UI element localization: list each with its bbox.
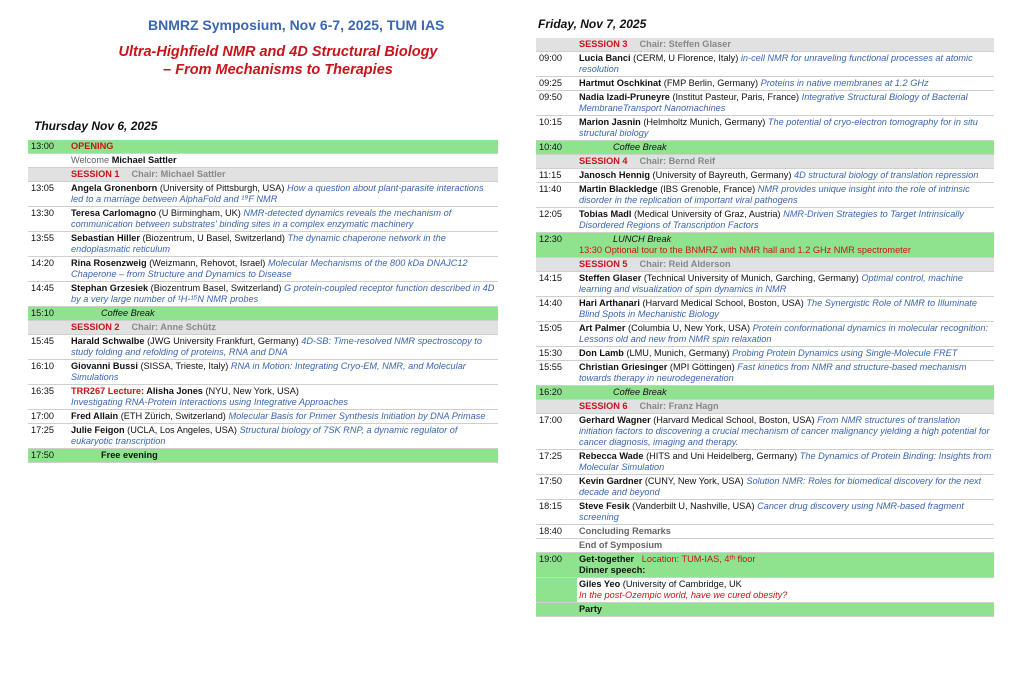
talk-title: in-cell NMR for unraveling functional processes at atomic resolution	[579, 53, 973, 74]
speaker-name: Rina Rosenzweig	[71, 258, 147, 268]
free-evening-row: 17:50 Free evening	[28, 449, 498, 463]
speaker-affiliation: (Biozentrum, U Basel, Switzerland)	[139, 233, 285, 243]
talk-title: NMR-detected dynamics reveals the mechanism of communication between substrates' binding sites in a complex enzymatic machinery	[71, 208, 452, 229]
opening-row: 13:00 OPENING	[28, 140, 498, 154]
talk-row	[28, 335, 498, 360]
speaker-affiliation: (University of Pittsburgh, USA)	[157, 183, 285, 193]
talk-row	[536, 116, 994, 141]
talk-time: 14:45	[28, 282, 69, 307]
speaker-name: Don Lamb	[579, 348, 624, 358]
speaker-name: Kevin Gardner	[579, 476, 643, 486]
symposium-subtitle: Ultra-Highfield NMR and 4D Structural Biology – From Mechanisms to Therapies	[118, 44, 438, 78]
talk-row	[28, 257, 498, 282]
talk-cell	[577, 297, 994, 322]
speaker-affiliation: (Harvard Medical School, Boston, USA)	[639, 298, 804, 308]
speaker-name: Teresa Carlomagno	[71, 208, 157, 218]
talk-cell	[577, 450, 994, 475]
talk-cell	[577, 183, 994, 208]
talk-cell	[577, 475, 994, 500]
speaker-name: Steve Fesik	[579, 501, 630, 511]
speaker-name: Janosch Hennig	[579, 170, 650, 180]
coffee-break-afternoon-row: 16:20 Coffee Break	[536, 386, 994, 400]
talk-title: Cancer drug discovery using NMR-based fragment screening	[579, 501, 964, 522]
talk-title: Protein conformational dynamics in molecular recognition: Lessons old and new from NMR spin relaxation	[579, 323, 989, 344]
talk-title: The Synergistic Role of NMR to Illuminate Blind Spots in Mechanistic Biology	[579, 298, 977, 319]
dinner-speech-row: Giles Yeo (University of Cambridge, UK In the post-Ozempic world, have we cured obesity?	[536, 578, 994, 603]
talk-row	[536, 500, 994, 525]
speaker-name: Harald Schwalbe	[71, 336, 145, 346]
trr-lecture-row: 16:35 TRR267 Lecture: Alisha Jones (NYU, New York, USA) Investigating RNA-Protein Interactions using Integrative Approaches	[28, 385, 498, 410]
talk-cell	[69, 424, 498, 449]
thursday-schedule	[28, 140, 498, 463]
speaker-name: Hari Arthanari	[579, 298, 640, 308]
talk-row	[536, 450, 994, 475]
talk-time: 17:00	[28, 410, 69, 424]
talk-cell	[69, 207, 498, 232]
session-1-row: SESSION 1 Chair: Michael Sattler	[28, 168, 498, 182]
speaker-affiliation: (Vanderbilt U, Nashville, USA)	[629, 501, 755, 511]
talk-title: 4D-SB: Time-resolved NMR spectroscopy to study folding and refolding of proteins, RNA and DNA	[71, 336, 482, 357]
talk-cell	[577, 272, 994, 297]
talk-cell	[577, 116, 994, 141]
speaker-affiliation: (MPI Göttingen)	[667, 362, 735, 372]
talk-title: NMR provides unique insight into the role of intrinsic disorder in the replication of important viral pathogens	[579, 184, 970, 205]
speaker-affiliation: (ETH Zürich, Switzerland)	[118, 411, 226, 421]
speaker-affiliation: (University of Bayreuth, Germany)	[649, 170, 792, 180]
speaker-affiliation: (Columbia U, New York, USA)	[625, 323, 751, 333]
talk-row	[28, 182, 498, 207]
session-1-talks	[28, 182, 498, 307]
speaker-name: Rebecca Wade	[579, 451, 644, 461]
friday-heading: Friday, Nov 7, 2025	[538, 17, 647, 31]
talk-title: How a question about plant-parasite interactions led to a marriage between AlphaFold and ¹⁹F NMR	[71, 183, 484, 204]
end-row: End of Symposium	[536, 539, 994, 553]
speaker-name: Tobias Madl	[579, 209, 632, 219]
get-together-row: 19:00 Get-together Location: TUM-IAS, 4ᵗʰ floor Dinner speech:	[536, 553, 994, 578]
session-6-row: SESSION 6 Chair: Franz Hagn	[536, 400, 994, 414]
talk-cell	[69, 410, 498, 424]
session-5-row: SESSION 5 Chair: Reid Alderson	[536, 258, 994, 272]
talk-title: Molecular Mechanisms of the 800 kDa DNAJC12 Chaperone – from Structure and Dynamics to Disease	[71, 258, 468, 279]
talk-row	[536, 297, 994, 322]
talk-title: Optimal control, machine learning and visualization of spin dynamics in NMR	[579, 273, 963, 294]
talk-cell	[69, 335, 498, 360]
talk-title: Proteins in native membranes at 1.2 GHz	[760, 78, 929, 88]
session-6-talks	[536, 414, 994, 525]
talk-row	[28, 232, 498, 257]
speaker-name: Marion Jasnin	[579, 117, 641, 127]
session-2-row: SESSION 2 Chair: Anne Schütz	[28, 321, 498, 335]
talk-time: 15:30	[536, 347, 577, 361]
speaker-affiliation: (LMU, Munich, Germany)	[623, 348, 730, 358]
talk-cell	[577, 414, 994, 450]
talk-cell	[577, 500, 994, 525]
speaker-affiliation: (Harvard Medical School, Boston, USA)	[650, 415, 815, 425]
talk-time: 09:25	[536, 77, 577, 91]
speaker-affiliation: (Institut Pasteur, Paris, France)	[669, 92, 800, 102]
talk-cell	[69, 232, 498, 257]
speaker-affiliation: (HITS and Uni Heidelberg, Germany)	[643, 451, 798, 461]
talk-time: 09:00	[536, 52, 577, 77]
talk-row	[536, 91, 994, 116]
lunch-row: 12:30 LUNCH Break 13:30 Optional tour to the BNMRZ with NMR hall and 1.2 GHz NMR spectrometer	[536, 233, 994, 258]
talk-time: 14:40	[536, 297, 577, 322]
talk-row	[28, 282, 498, 307]
talk-time: 14:20	[28, 257, 69, 282]
talk-cell	[577, 322, 994, 347]
talk-row	[536, 361, 994, 386]
speaker-affiliation: (U Birmingham, UK)	[156, 208, 241, 218]
speaker-name: Art Palmer	[579, 323, 626, 333]
talk-cell	[577, 91, 994, 116]
talk-cell	[69, 360, 498, 385]
talk-row	[536, 475, 994, 500]
talk-time: 16:10	[28, 360, 69, 385]
friday-schedule	[536, 38, 994, 617]
talk-title: Molecular Basis for Primer Synthesis Initiation by DNA Primase	[228, 411, 486, 421]
speaker-name: Giovanni Bussi	[71, 361, 138, 371]
session-2-talks	[28, 335, 498, 385]
speaker-affiliation: (Weizmann, Rehovot, Israel)	[146, 258, 266, 268]
speaker-affiliation: (CUNY, New York, USA)	[642, 476, 744, 486]
talk-title: 4D structural biology of translation repression	[793, 170, 979, 180]
talk-cell	[69, 282, 498, 307]
talk-cell	[577, 52, 994, 77]
welcome-row: Welcome Michael Sattler	[28, 154, 498, 168]
coffee-break-row: 15:10 Coffee Break	[28, 307, 498, 321]
session-4-talks	[536, 169, 994, 233]
talk-cell	[577, 347, 994, 361]
speaker-affiliation: (Technical University of Munich, Garching, Germany)	[641, 273, 859, 283]
speaker-affiliation: (CERM, U Florence, Italy)	[630, 53, 739, 63]
talk-time: 15:05	[536, 322, 577, 347]
talk-row	[536, 52, 994, 77]
talk-time: 13:30	[28, 207, 69, 232]
speaker-name: Christian Griesinger	[579, 362, 668, 372]
talk-cell	[577, 77, 994, 91]
talk-time: 11:40	[536, 183, 577, 208]
speaker-name: Fred Allain	[71, 411, 119, 421]
talk-time: 13:55	[28, 232, 69, 257]
speaker-name: Lucia Banci	[579, 53, 631, 63]
speaker-name: Angela Gronenborn	[71, 183, 158, 193]
talk-row	[536, 208, 994, 233]
talk-time: 17:00	[536, 414, 577, 450]
thursday-heading: Thursday Nov 6, 2025	[34, 119, 158, 133]
session-2b-talks	[28, 410, 498, 449]
speaker-name: Sebastian Hiller	[71, 233, 140, 243]
talk-row	[536, 183, 994, 208]
talk-time: 17:25	[28, 424, 69, 449]
talk-title: Solution NMR: Roles for biomedical discovery for the next decade and beyond	[579, 476, 982, 497]
speaker-name: Martin Blackledge	[579, 184, 658, 194]
speaker-name: Hartmut Oschkinat	[579, 78, 662, 88]
talk-row	[28, 207, 498, 232]
talk-row	[28, 410, 498, 424]
talk-cell	[69, 257, 498, 282]
speaker-affiliation: (UCLA, Los Angeles, USA)	[124, 425, 237, 435]
speaker-affiliation: (SISSA, Trieste, Italy)	[137, 361, 229, 371]
speaker-affiliation: (Medical University of Graz, Austria)	[631, 209, 781, 219]
talk-time: 12:05	[536, 208, 577, 233]
talk-title: The potential of cryo-electron tomography for in situ structural biology	[579, 117, 978, 138]
talk-time: 17:25	[536, 450, 577, 475]
talk-title: G protein-coupled receptor function described in 4D by a very large number of ¹H-¹⁵N NMR probes	[71, 283, 495, 304]
talk-row	[536, 77, 994, 91]
speaker-name: Nadia Izadi-Pruneyre	[579, 92, 670, 102]
talk-row	[536, 347, 994, 361]
talk-cell	[577, 361, 994, 386]
talk-time: 17:50	[536, 475, 577, 500]
talk-row	[28, 424, 498, 449]
talk-title: From NMR structures of translation initiation factors to discovering a crucial mechanism of cancer malignancy yielding a high potential for cancer diagnosis, imaging and therapy.	[579, 415, 990, 447]
party-row: Party	[536, 603, 994, 617]
talk-cell	[577, 208, 994, 233]
talk-time: 14:15	[536, 272, 577, 297]
talk-title: NMR-Driven Strategies to Target Intrinsically Disordered Regions of Transcription Factors	[579, 209, 964, 230]
talk-row	[536, 169, 994, 183]
talk-time: 15:55	[536, 361, 577, 386]
talk-time: 15:45	[28, 335, 69, 360]
talk-cell	[577, 169, 994, 183]
talk-time: 10:15	[536, 116, 577, 141]
talk-title: RNA in Motion: Integrating Cryo-EM, NMR, and Molecular Simulations	[71, 361, 466, 382]
talk-title: The dynamic chaperone network in the endoplasmatic reticulum	[71, 233, 446, 254]
talk-row	[536, 272, 994, 297]
talk-time: 13:05	[28, 182, 69, 207]
speaker-name: Stephan Grzesiek	[71, 283, 149, 293]
talk-row	[28, 360, 498, 385]
talk-time: 09:50	[536, 91, 577, 116]
session-5-talks	[536, 272, 994, 386]
speaker-affiliation: (Helmholtz Munich, Germany)	[640, 117, 766, 127]
session-3-talks	[536, 52, 994, 141]
talk-title: Integrative Structural Biology of Bacterial MembraneTransport Nanomachines	[579, 92, 968, 113]
talk-title: Fast kinetics from NMR and structure-based mechanism towards therapy in neurodegeneration	[579, 362, 967, 383]
speaker-affiliation: (FMP Berlin, Germany)	[661, 78, 759, 88]
speaker-name: Gerhard Wagner	[579, 415, 651, 425]
speaker-affiliation: (JWG University Frankfurt, Germany)	[144, 336, 299, 346]
speaker-name: Steffen Glaser	[579, 273, 642, 283]
talk-row	[536, 414, 994, 450]
talk-title: The Dynamics of Protein Binding: Insights from Molecular Simulation	[579, 451, 992, 472]
session-4-row: SESSION 4 Chair: Bernd Reif	[536, 155, 994, 169]
session-3-row: SESSION 3 Chair: Steffen Glaser	[536, 38, 994, 52]
talk-time: 18:15	[536, 500, 577, 525]
speaker-name: Julie Feigon	[71, 425, 125, 435]
coffee-break-morning-row: 10:40 Coffee Break	[536, 141, 994, 155]
talk-cell	[69, 182, 498, 207]
speaker-affiliation: (IBS Grenoble, France)	[657, 184, 756, 194]
talk-title: Probing Protein Dynamics using Single-Molecule FRET	[732, 348, 958, 358]
symposium-title: BNMRZ Symposium, Nov 6-7, 2025, TUM IAS	[148, 17, 445, 33]
speaker-affiliation: (Biozentrum Basel, Switzerland)	[148, 283, 282, 293]
concluding-row: 18:40 Concluding Remarks	[536, 525, 994, 539]
talk-row	[536, 322, 994, 347]
talk-time: 11:15	[536, 169, 577, 183]
talk-title: Structural biology of 7SK RNP, a dynamic regulator of eukaryotic transcription	[71, 425, 458, 446]
